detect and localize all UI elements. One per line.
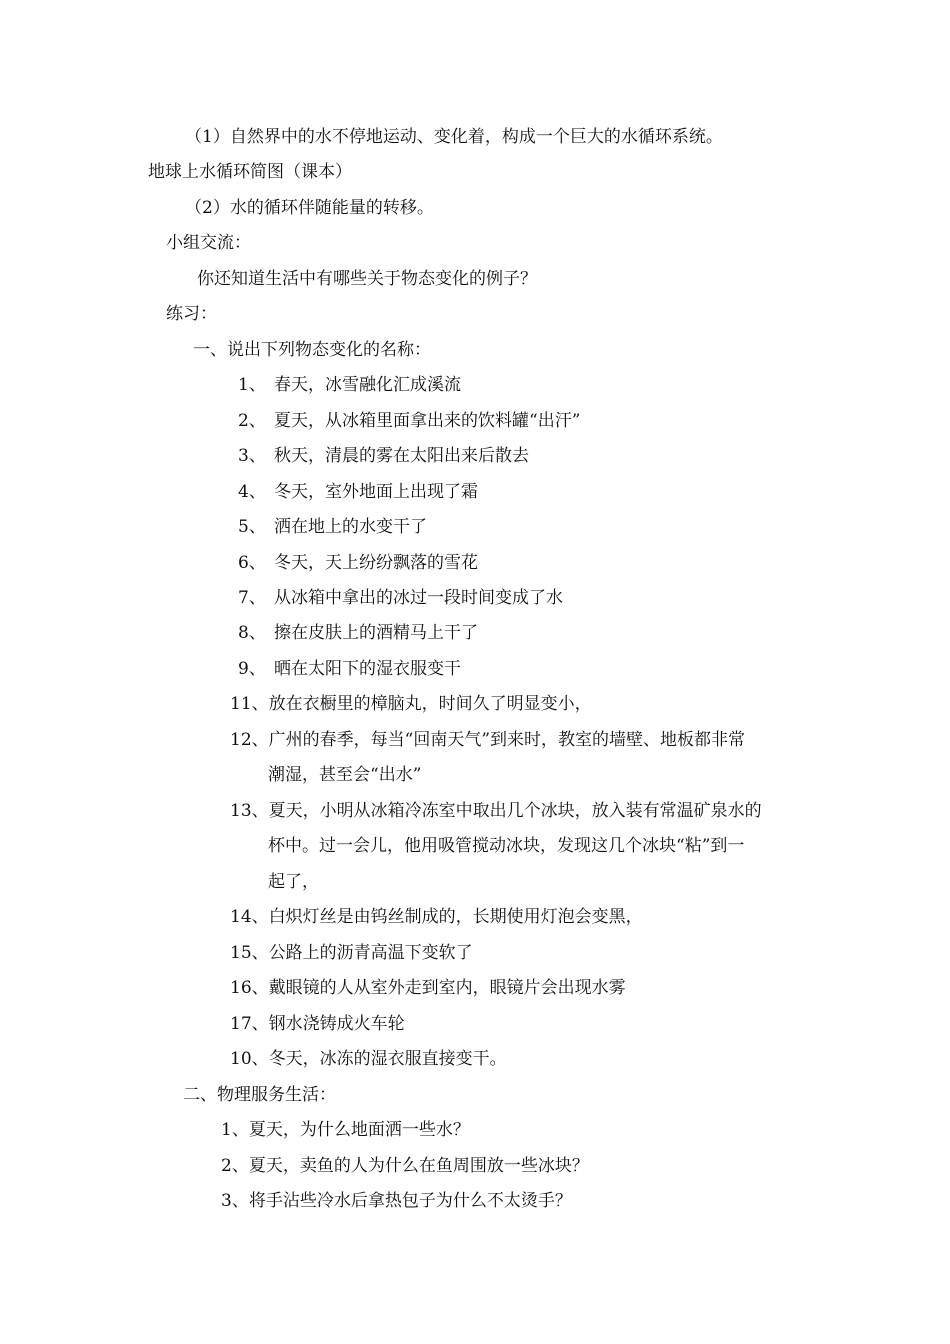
group-discussion-question: 你还知道生活中有哪些关于物态变化的例子？ (197, 269, 537, 289)
list-item: 6、 冬天，天上纷纷飘落的雪花 (238, 553, 478, 573)
list-item: 3、将手沾些冷水后拿热包子为什么不太烫手？ (221, 1191, 572, 1211)
group-discussion-heading: 小组交流： (166, 233, 251, 253)
list-item: 10、冬天，冰冻的湿衣服直接变干。 (230, 1049, 507, 1069)
list-item: 11、放在衣橱里的樟脑丸，时间久了明显变小， (230, 694, 592, 714)
list-item: 1、 春天，冰雪融化汇成溪流 (238, 375, 461, 395)
section1-title: 一、说出下列物态变化的名称： (193, 340, 431, 360)
paragraph-diagram-reference: 地球上水循环简图（课本） (148, 162, 352, 182)
list-item: 15、公路上的沥青高温下变软了 (230, 943, 473, 963)
list-item: 14、白炽灯丝是由钨丝制成的，长期使用灯泡会变黑， (230, 907, 643, 927)
list-item-continuation: 杯中。过一会儿，他用吸管搅动冰块，发现这几个冰块“粘”到一 (268, 836, 745, 856)
list-item: 12、广州的春季，每当“回南天气”到来时，教室的墙壁、地板都非常 (230, 730, 746, 750)
list-item-continuation: 起了， (268, 872, 319, 892)
practice-heading: 练习： (166, 304, 217, 324)
list-item: 3、 秋天，清晨的雾在太阳出来后散去 (238, 446, 529, 466)
list-item: 9、 晒在太阳下的湿衣服变干 (238, 659, 461, 679)
list-item: 13、夏天，小明从冰箱冷冻室中取出几个冰块，放入装有常温矿泉水的 (230, 801, 762, 821)
list-item: 5、 洒在地上的水变干了 (238, 517, 427, 537)
section2-title: 二、物理服务生活： (183, 1085, 336, 1105)
list-item: 17、钢水浇铸成火车轮 (230, 1014, 405, 1034)
paragraph-energy-transfer: （2）水的循环伴随能量的转移。 (185, 198, 434, 218)
list-item: 2、夏天，卖鱼的人为什么在鱼周围放一些冰块？ (221, 1156, 589, 1176)
list-item: 2、 夏天，从冰箱里面拿出来的饮料罐“出汗” (238, 411, 581, 431)
list-item: 7、 从冰箱中拿出的冰过一段时间变成了水 (238, 588, 563, 608)
list-item: 8、 擦在皮肤上的酒精马上干了 (238, 623, 478, 643)
list-item: 1、夏天，为什么地面洒一些水？ (221, 1120, 470, 1140)
list-item: 16、戴眼镜的人从室外走到室内，眼镜片会出现水雾 (230, 978, 626, 998)
list-item: 4、 冬天，室外地面上出现了霜 (238, 482, 478, 502)
paragraph-water-cycle: （1）自然界中的水不停地运动、变化着，构成一个巨大的水循环系统。 (185, 127, 723, 147)
list-item-continuation: 潮湿，甚至会“出水” (268, 765, 422, 785)
